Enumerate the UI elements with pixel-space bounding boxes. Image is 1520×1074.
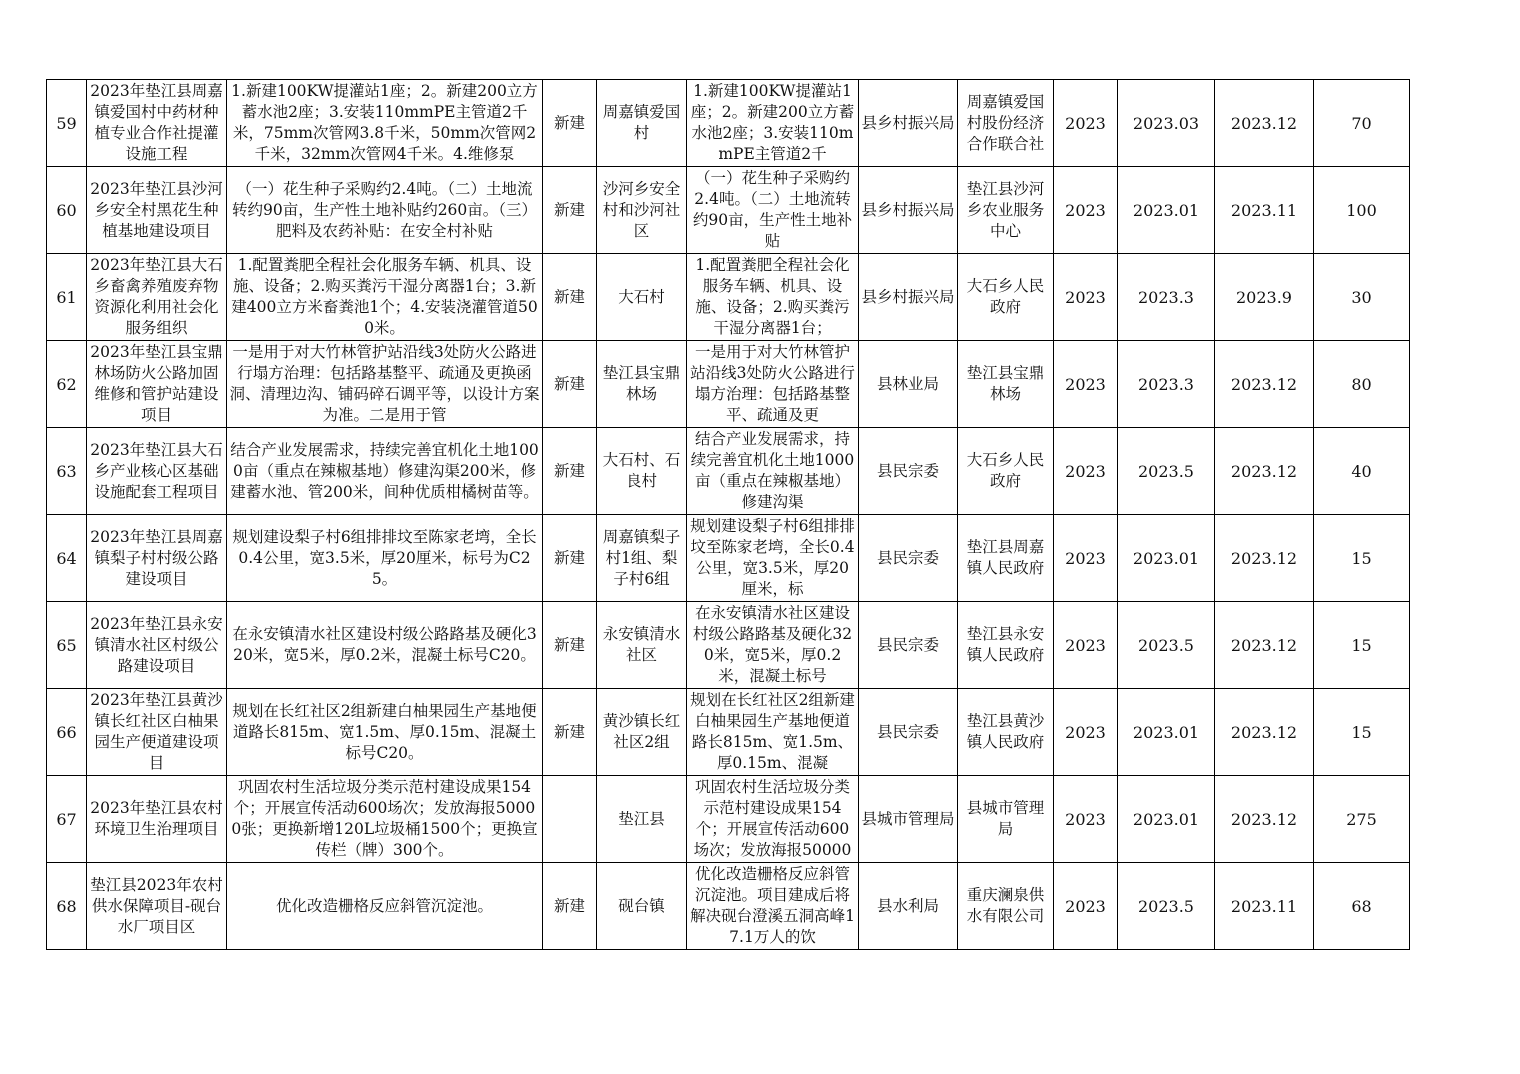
start-date-cell-text: 2023.01	[1132, 548, 1200, 568]
implementing-unit-cell	[958, 776, 1054, 863]
location-cell	[597, 80, 687, 167]
fund-amount-cell	[1314, 863, 1410, 950]
end-date-cell-text: 2023.12	[1230, 635, 1298, 655]
start-date-cell	[1118, 167, 1215, 254]
performance-goal-cell-text: 1.配置粪肥全程社会化服务车辆、机具、设施、设备；2.购买粪污干湿分离器1台；	[695, 256, 850, 337]
implementing-unit-cell-text: 垫江县黄沙镇人民政府	[966, 712, 1045, 751]
construction-content-cell	[227, 80, 543, 167]
table-row	[47, 80, 1410, 167]
end-date-cell-text: 2023.9	[1236, 287, 1292, 307]
supervising-dept-cell	[859, 515, 958, 602]
project-name-cell-text: 2023年垫江县农村环境卫生治理项目	[90, 799, 223, 838]
start-date-cell	[1118, 602, 1215, 689]
implementing-unit-cell-text: 垫江县宝鼎林场	[966, 364, 1045, 403]
supervising-dept-cell	[859, 341, 958, 428]
end-date-cell-text: 2023.12	[1230, 722, 1298, 742]
end-date-cell	[1215, 515, 1314, 602]
supervising-dept-cell-text: 县民宗委	[876, 548, 939, 567]
fund-amount-cell	[1314, 689, 1410, 776]
implementing-unit-cell-text: 垫江县永安镇人民政府	[966, 625, 1045, 664]
start-date-cell-text: 2023.01	[1132, 809, 1200, 829]
supervising-dept-cell-text: 县民宗委	[876, 461, 939, 480]
supervising-dept-cell-text: 县民宗委	[876, 722, 939, 741]
year-cell-text: 2023	[1065, 548, 1106, 568]
location-cell-text: 砚台镇	[618, 896, 665, 915]
construction-type-cell-text: 新建	[553, 461, 585, 480]
fund-amount-cell-text: 80	[1351, 374, 1372, 394]
implementing-unit-cell	[958, 515, 1054, 602]
performance-goal-cell	[687, 515, 859, 602]
location-cell-text: 周嘉镇爱国村	[602, 103, 681, 142]
construction-content-cell	[227, 776, 543, 863]
location-cell	[597, 689, 687, 776]
year-cell	[1054, 428, 1118, 515]
table-row	[47, 515, 1410, 602]
construction-content-cell	[227, 341, 543, 428]
start-date-cell-text: 2023.3	[1138, 374, 1194, 394]
project-name-cell-text: 2023年垫江县大石乡畜禽养殖废弃物资源化利用社会化服务组织	[90, 256, 223, 337]
year-cell	[1054, 254, 1118, 341]
year-cell	[1054, 776, 1118, 863]
start-date-cell-text: 2023.5	[1138, 635, 1194, 655]
start-date-cell	[1118, 80, 1215, 167]
start-date-cell	[1118, 254, 1215, 341]
construction-content-cell-text: （一）花生种子采购约2.4吨。（二）土地流转约90亩，生产性土地补贴约260亩。（三）肥料及农药补贴：在安全村补贴	[231, 179, 538, 240]
implementing-unit-cell	[958, 167, 1054, 254]
end-date-cell-text: 2023.12	[1230, 374, 1298, 394]
construction-type-cell-text: 新建	[553, 548, 585, 567]
year-cell-text: 2023	[1065, 461, 1106, 481]
construction-type-cell-text: 新建	[553, 635, 585, 654]
construction-type-cell	[543, 689, 597, 776]
implementing-unit-cell-text: 周嘉镇爱国村股份经济合作联合社	[966, 92, 1045, 153]
row-number-cell	[47, 863, 87, 950]
implementing-unit-cell-text: 垫江县周嘉镇人民政府	[966, 538, 1045, 577]
row-number-cell	[47, 428, 87, 515]
start-date-cell-text: 2023.03	[1132, 113, 1200, 133]
construction-type-cell-text: 新建	[553, 287, 585, 306]
performance-goal-cell-text: （一）花生种子采购约2.4吨。（二）土地流转约90亩，生产性土地补贴	[692, 169, 853, 250]
construction-content-cell-text: 1.新建100KW提灌站1座；2。新建200立方蓄水池2座；3.安装110mmPE主管道2千米，75mm次管网3.8千米，50mm次管网2千米，32mm次管网4千米。4.维修泵	[231, 82, 538, 163]
end-date-cell	[1215, 602, 1314, 689]
project-name-cell	[87, 428, 227, 515]
project-name-cell-text: 2023年垫江县宝鼎林场防火公路加固维修和管护站建设项目	[90, 343, 223, 424]
fund-amount-cell-text: 70	[1351, 113, 1372, 133]
project-name-cell-text: 2023年垫江县周嘉镇爱国村中药材种植专业合作社提灌设施工程	[90, 82, 223, 163]
fund-amount-cell	[1314, 254, 1410, 341]
location-cell-text: 垫江县	[618, 809, 665, 828]
implementing-unit-cell	[958, 863, 1054, 950]
year-cell	[1054, 863, 1118, 950]
construction-content-cell	[227, 254, 543, 341]
end-date-cell	[1215, 428, 1314, 515]
project-name-cell	[87, 515, 227, 602]
performance-goal-cell	[687, 689, 859, 776]
project-name-cell	[87, 863, 227, 950]
performance-goal-cell-text: 优化改造栅格反应斜管沉淀池。项目建成后将解决砚台澄溪五洞高峰17.1万人的饮	[690, 865, 855, 946]
supervising-dept-cell	[859, 428, 958, 515]
table-row	[47, 776, 1410, 863]
table-row	[47, 428, 1410, 515]
fund-amount-cell	[1314, 602, 1410, 689]
implementing-unit-cell	[958, 80, 1054, 167]
location-cell	[597, 167, 687, 254]
row-number-cell-text: 64	[56, 548, 77, 568]
supervising-dept-cell-text: 县乡村振兴局	[861, 200, 955, 219]
row-number-cell	[47, 515, 87, 602]
row-number-cell-text: 59	[56, 113, 77, 133]
performance-goal-cell-text: 巩固农村生活垃圾分类示范村建设成果154个；开展宣传活动600场次；发放海报50000	[693, 778, 852, 859]
supervising-dept-cell	[859, 776, 958, 863]
end-date-cell-text: 2023.12	[1230, 461, 1298, 481]
year-cell-text: 2023	[1065, 635, 1106, 655]
construction-type-cell	[543, 863, 597, 950]
location-cell	[597, 602, 687, 689]
fund-amount-cell-text: 15	[1351, 548, 1372, 568]
end-date-cell-text: 2023.12	[1230, 548, 1298, 568]
construction-content-cell-text: 规划建设梨子村6组排排坟至陈家老塆，全长0.4公里，宽3.5米，厚20厘米，标号为C25。	[232, 527, 537, 588]
construction-type-cell-text: 新建	[553, 374, 585, 393]
construction-type-cell	[543, 167, 597, 254]
year-cell-text: 2023	[1065, 287, 1106, 307]
implementing-unit-cell-text: 大石乡人民政府	[966, 277, 1045, 316]
fund-amount-cell	[1314, 341, 1410, 428]
project-name-cell	[87, 167, 227, 254]
implementing-unit-cell-text: 垫江县沙河乡农业服务中心	[966, 179, 1045, 240]
table-row	[47, 254, 1410, 341]
supervising-dept-cell	[859, 254, 958, 341]
start-date-cell-text: 2023.5	[1138, 896, 1194, 916]
construction-content-cell	[227, 863, 543, 950]
construction-content-cell	[227, 428, 543, 515]
construction-content-cell	[227, 689, 543, 776]
construction-content-cell-text: 结合产业发展需求，持续完善宜机化土地1000亩（重点在辣椒基地）修建沟渠200米，修建蓄水池、管200米，间种优质柑橘树苗等。	[230, 440, 539, 501]
construction-type-cell-text: 新建	[553, 200, 585, 219]
table-row	[47, 341, 1410, 428]
construction-content-cell-text: 在永安镇清水社区建设村级公路路基及硬化320米，宽5米，厚0.2米，混凝土标号C20。	[232, 625, 537, 664]
project-name-cell-text: 2023年垫江县沙河乡安全村黑花生种植基地建设项目	[90, 179, 223, 240]
row-number-cell-text: 65	[56, 635, 77, 655]
supervising-dept-cell-text: 县林业局	[876, 374, 939, 393]
fund-amount-cell-text: 68	[1351, 896, 1372, 916]
construction-type-cell-text: 新建	[553, 113, 585, 132]
supervising-dept-cell-text: 县城市管理局	[861, 809, 955, 828]
location-cell-text: 周嘉镇梨子村1组、梨子村6组	[602, 527, 681, 588]
construction-type-cell-text: 新建	[553, 722, 585, 741]
row-number-cell	[47, 602, 87, 689]
supervising-dept-cell-text: 县乡村振兴局	[861, 113, 955, 132]
location-cell-text: 垫江县宝鼎林场	[602, 364, 681, 403]
year-cell-text: 2023	[1065, 809, 1106, 829]
construction-type-cell	[543, 515, 597, 602]
location-cell-text: 沙河乡安全村和沙河社区	[602, 179, 681, 240]
performance-goal-cell-text: 在永安镇清水社区建设村级公路路基及硬化320米，宽5米，厚0.2米，混凝土标号	[692, 604, 853, 685]
end-date-cell-text: 2023.11	[1230, 896, 1298, 916]
location-cell	[597, 863, 687, 950]
location-cell-text: 永安镇清水社区	[602, 625, 681, 664]
performance-goal-cell	[687, 80, 859, 167]
construction-type-cell	[543, 341, 597, 428]
table-body	[47, 80, 1410, 950]
table-row	[47, 167, 1410, 254]
table-row	[47, 863, 1410, 950]
implementing-unit-cell	[958, 341, 1054, 428]
performance-goal-cell	[687, 167, 859, 254]
year-cell	[1054, 689, 1118, 776]
construction-content-cell	[227, 602, 543, 689]
project-name-cell	[87, 341, 227, 428]
location-cell-text: 大石村	[618, 287, 665, 306]
construction-type-cell-text: 新建	[553, 896, 585, 915]
supervising-dept-cell-text: 县乡村振兴局	[861, 287, 955, 306]
fund-amount-cell-text: 275	[1346, 809, 1377, 829]
location-cell	[597, 254, 687, 341]
row-number-cell-text: 68	[56, 896, 77, 916]
row-number-cell-text: 60	[56, 200, 77, 220]
start-date-cell-text: 2023.01	[1132, 722, 1200, 742]
implementing-unit-cell	[958, 689, 1054, 776]
row-number-cell	[47, 167, 87, 254]
row-number-cell-text: 62	[56, 374, 77, 394]
project-name-cell	[87, 602, 227, 689]
construction-content-cell-text: 1.配置粪肥全程社会化服务车辆、机具、设施、设备；2.购买粪污干湿分离器1台；3.新建400立方米畜粪池1个；4.安装浇灌管道500米。	[231, 256, 538, 337]
row-number-cell-text: 63	[56, 461, 77, 481]
performance-goal-cell	[687, 776, 859, 863]
fund-amount-cell-text: 15	[1351, 635, 1372, 655]
performance-goal-cell-text: 规划建设梨子村6组排排坟至陈家老塆，全长0.4公里，宽3.5米，厚20厘米，标	[690, 517, 855, 598]
performance-goal-cell-text: 结合产业发展需求，持续完善宜机化土地1000亩（重点在辣椒基地）修建沟渠	[690, 430, 855, 511]
table-row	[47, 602, 1410, 689]
construction-content-cell-text: 规划在长红社区2组新建白柚果园生产基地便道路长815m、宽1.5m、厚0.15m、混凝土标号C20。	[232, 701, 537, 762]
construction-content-cell	[227, 515, 543, 602]
supervising-dept-cell	[859, 689, 958, 776]
supervising-dept-cell-text: 县民宗委	[876, 635, 939, 654]
project-name-cell-text: 2023年垫江县周嘉镇梨子村村级公路建设项目	[90, 527, 223, 588]
location-cell	[597, 341, 687, 428]
year-cell	[1054, 515, 1118, 602]
fund-amount-cell	[1314, 776, 1410, 863]
start-date-cell	[1118, 863, 1215, 950]
start-date-cell	[1118, 428, 1215, 515]
end-date-cell	[1215, 254, 1314, 341]
start-date-cell	[1118, 515, 1215, 602]
end-date-cell	[1215, 341, 1314, 428]
performance-goal-cell	[687, 602, 859, 689]
year-cell-text: 2023	[1065, 200, 1106, 220]
location-cell	[597, 776, 687, 863]
implementing-unit-cell-text: 大石乡人民政府	[966, 451, 1045, 490]
construction-type-cell	[543, 602, 597, 689]
table-row	[47, 689, 1410, 776]
project-name-cell-text: 垫江县2023年农村供水保障项目-砚台水厂项目区	[90, 875, 223, 936]
fund-amount-cell-text: 15	[1351, 722, 1372, 742]
performance-goal-cell-text: 一是用于对大竹林管护站沿线3处防火公路进行塌方治理：包括路基整平、疏通及更	[690, 343, 855, 424]
project-name-cell	[87, 80, 227, 167]
row-number-cell-text: 66	[56, 722, 77, 742]
project-table	[46, 79, 1410, 950]
construction-type-cell	[543, 254, 597, 341]
end-date-cell	[1215, 863, 1314, 950]
row-number-cell	[47, 254, 87, 341]
location-cell-text: 大石村、石良村	[602, 451, 681, 490]
supervising-dept-cell	[859, 602, 958, 689]
project-name-cell-text: 2023年垫江县永安镇清水社区村级公路建设项目	[90, 614, 223, 675]
row-number-cell	[47, 80, 87, 167]
construction-content-cell-text: 优化改造栅格反应斜管沉淀池。	[275, 896, 493, 915]
construction-content-cell-text: 一是用于对大竹林管护站沿线3处防火公路进行塌方治理：包括路基整平、疏通及更换函洞、清理边沟、铺码碎石调平等，以设计方案为准。二是用于管	[229, 343, 540, 424]
project-name-cell-text: 2023年垫江县黄沙镇长红社区白柚果园生产便道建设项目	[90, 691, 223, 772]
row-number-cell-text: 61	[56, 287, 77, 307]
start-date-cell-text: 2023.3	[1138, 287, 1194, 307]
construction-type-cell	[543, 776, 597, 863]
row-number-cell	[47, 689, 87, 776]
location-cell	[597, 428, 687, 515]
fund-amount-cell-text: 30	[1351, 287, 1372, 307]
end-date-cell	[1215, 776, 1314, 863]
year-cell	[1054, 341, 1118, 428]
project-name-cell	[87, 254, 227, 341]
fund-amount-cell	[1314, 167, 1410, 254]
end-date-cell	[1215, 80, 1314, 167]
performance-goal-cell	[687, 863, 859, 950]
end-date-cell-text: 2023.12	[1230, 809, 1298, 829]
row-number-cell	[47, 776, 87, 863]
construction-content-cell	[227, 167, 543, 254]
end-date-cell	[1215, 167, 1314, 254]
supervising-dept-cell	[859, 167, 958, 254]
fund-amount-cell	[1314, 80, 1410, 167]
start-date-cell	[1118, 341, 1215, 428]
year-cell-text: 2023	[1065, 113, 1106, 133]
year-cell	[1054, 602, 1118, 689]
year-cell-text: 2023	[1065, 722, 1106, 742]
implementing-unit-cell	[958, 428, 1054, 515]
supervising-dept-cell	[859, 863, 958, 950]
construction-content-cell-text: 巩固农村生活垃圾分类示范村建设成果154个；开展宣传活动600场次；发放海报50000张；更换新增120L垃圾桶1500个；更换宣传栏（牌）300个。	[231, 778, 538, 859]
year-cell-text: 2023	[1065, 896, 1106, 916]
end-date-cell-text: 2023.11	[1230, 200, 1298, 220]
project-name-cell	[87, 689, 227, 776]
fund-amount-cell-text: 100	[1346, 200, 1377, 220]
start-date-cell-text: 2023.5	[1138, 461, 1194, 481]
fund-amount-cell-text: 40	[1351, 461, 1372, 481]
construction-type-cell	[543, 428, 597, 515]
project-name-cell-text: 2023年垫江县大石乡产业核心区基础设施配套工程项目	[90, 440, 223, 501]
supervising-dept-cell	[859, 80, 958, 167]
implementing-unit-cell	[958, 602, 1054, 689]
year-cell	[1054, 80, 1118, 167]
end-date-cell	[1215, 689, 1314, 776]
supervising-dept-cell-text: 县水利局	[876, 896, 939, 915]
location-cell	[597, 515, 687, 602]
start-date-cell	[1118, 776, 1215, 863]
construction-type-cell	[543, 80, 597, 167]
project-name-cell	[87, 776, 227, 863]
end-date-cell-text: 2023.12	[1230, 113, 1298, 133]
location-cell-text: 黄沙镇长红社区2组	[602, 712, 681, 751]
performance-goal-cell-text: 1.新建100KW提灌站1座；2。新建200立方蓄水池2座；3.安装110mmPE主管道2千	[690, 82, 855, 163]
fund-amount-cell	[1314, 515, 1410, 602]
implementing-unit-cell-text: 重庆澜泉供水有限公司	[966, 886, 1045, 925]
row-number-cell-text: 67	[56, 809, 77, 829]
year-cell-text: 2023	[1065, 374, 1106, 394]
implementing-unit-cell	[958, 254, 1054, 341]
performance-goal-cell	[687, 428, 859, 515]
implementing-unit-cell-text: 县城市管理局	[966, 799, 1045, 838]
fund-amount-cell	[1314, 428, 1410, 515]
performance-goal-cell	[687, 254, 859, 341]
performance-goal-cell-text: 规划在长红社区2组新建白柚果园生产基地便道路长815m、宽1.5m、厚0.15m、混凝	[690, 691, 855, 772]
year-cell	[1054, 167, 1118, 254]
start-date-cell-text: 2023.01	[1132, 200, 1200, 220]
row-number-cell	[47, 341, 87, 428]
performance-goal-cell	[687, 341, 859, 428]
start-date-cell	[1118, 689, 1215, 776]
